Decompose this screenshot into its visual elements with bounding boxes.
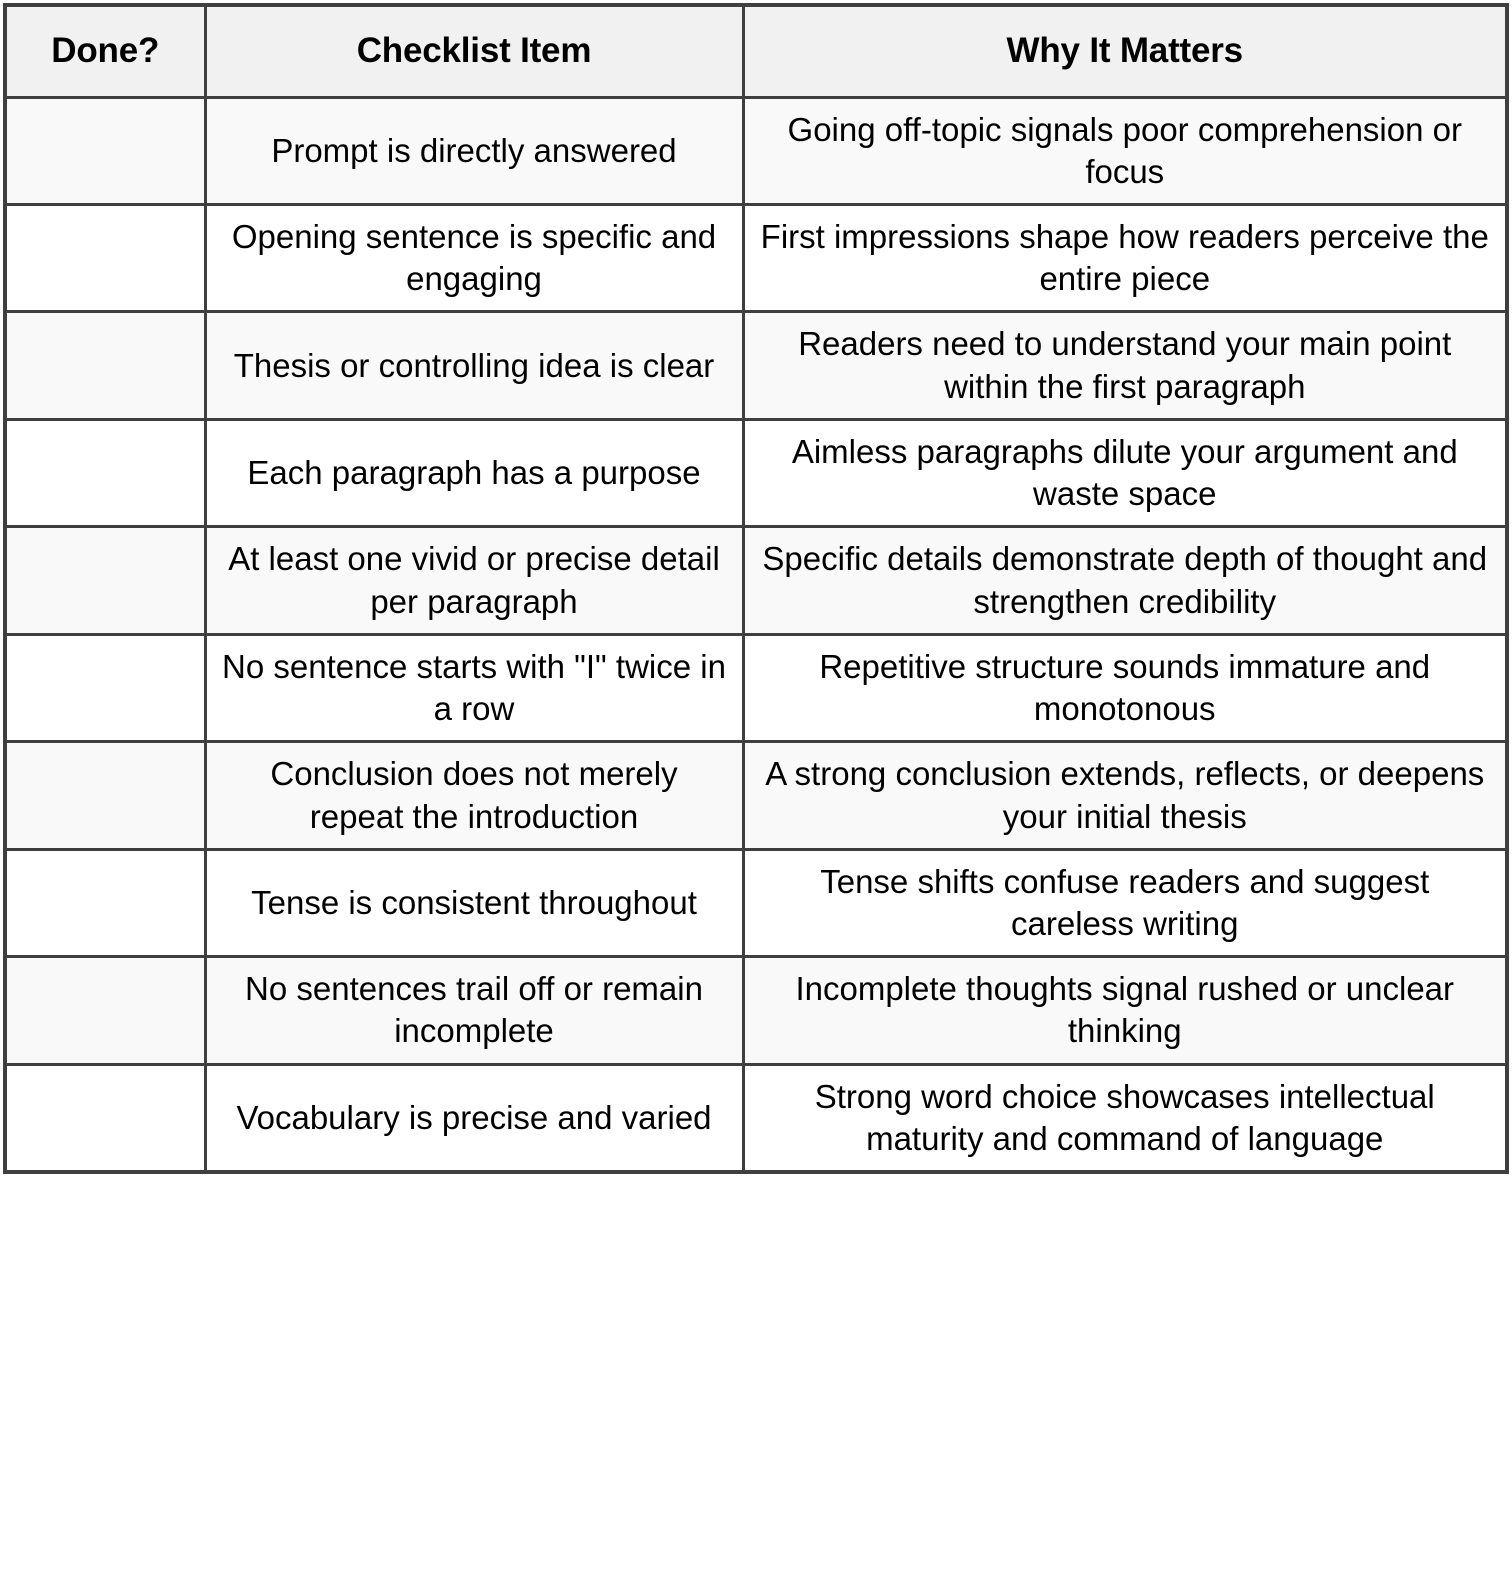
column-header-why-it-matters: Why It Matters	[743, 5, 1507, 97]
checklist-item-cell: No sentences trail off or remain incomplete	[205, 957, 743, 1064]
why-it-matters-cell: Strong word choice showcases intellectual maturity and command of language	[743, 1064, 1507, 1172]
writing-checklist-table	[3, 3, 1509, 1174]
checklist-item-cell: Opening sentence is specific and engaging	[205, 204, 743, 311]
checklist-item-cell: No sentence starts with "I" twice in a row	[205, 634, 743, 741]
column-header-checklist-item: Checklist Item	[205, 5, 743, 97]
table-header	[5, 5, 1507, 97]
table-row	[5, 419, 1507, 526]
checklist-item-cell: Prompt is directly answered	[205, 97, 743, 204]
table-row	[5, 634, 1507, 741]
why-it-matters-cell: Repetitive structure sounds immature and monotonous	[743, 634, 1507, 741]
table-row	[5, 312, 1507, 419]
checklist-item-cell: Conclusion does not merely repeat the introduction	[205, 742, 743, 849]
table-row	[5, 1064, 1507, 1172]
why-it-matters-cell: Going off-topic signals poor comprehension or focus	[743, 97, 1507, 204]
done-checkbox-cell[interactable]	[5, 204, 205, 311]
checklist-item-cell: Vocabulary is precise and varied	[205, 1064, 743, 1172]
checklist-item-cell: Tense is consistent throughout	[205, 849, 743, 956]
done-checkbox-cell[interactable]	[5, 849, 205, 956]
why-it-matters-cell: Tense shifts confuse readers and suggest careless writing	[743, 849, 1507, 956]
done-checkbox-cell[interactable]	[5, 634, 205, 741]
why-it-matters-cell: Readers need to understand your main point within the first paragraph	[743, 312, 1507, 419]
table-row	[5, 742, 1507, 849]
done-checkbox-cell[interactable]	[5, 97, 205, 204]
table-row	[5, 957, 1507, 1064]
done-checkbox-cell[interactable]	[5, 419, 205, 526]
checklist-item-cell: Thesis or controlling idea is clear	[205, 312, 743, 419]
why-it-matters-cell: Aimless paragraphs dilute your argument and waste space	[743, 419, 1507, 526]
why-it-matters-cell: A strong conclusion extends, reflects, or deepens your initial thesis	[743, 742, 1507, 849]
table-row	[5, 204, 1507, 311]
why-it-matters-cell: Specific details demonstrate depth of thought and strengthen credibility	[743, 527, 1507, 634]
why-it-matters-cell: First impressions shape how readers perceive the entire piece	[743, 204, 1507, 311]
table-body	[5, 97, 1507, 1172]
column-header-done: Done?	[5, 5, 205, 97]
why-it-matters-cell: Incomplete thoughts signal rushed or unclear thinking	[743, 957, 1507, 1064]
table-header-row	[5, 5, 1507, 97]
table-row	[5, 849, 1507, 956]
table-row	[5, 97, 1507, 204]
checklist-item-cell: Each paragraph has a purpose	[205, 419, 743, 526]
done-checkbox-cell[interactable]	[5, 527, 205, 634]
done-checkbox-cell[interactable]	[5, 957, 205, 1064]
checklist-item-cell: At least one vivid or precise detail per paragraph	[205, 527, 743, 634]
table-row	[5, 527, 1507, 634]
done-checkbox-cell[interactable]	[5, 742, 205, 849]
done-checkbox-cell[interactable]	[5, 1064, 205, 1172]
done-checkbox-cell[interactable]	[5, 312, 205, 419]
